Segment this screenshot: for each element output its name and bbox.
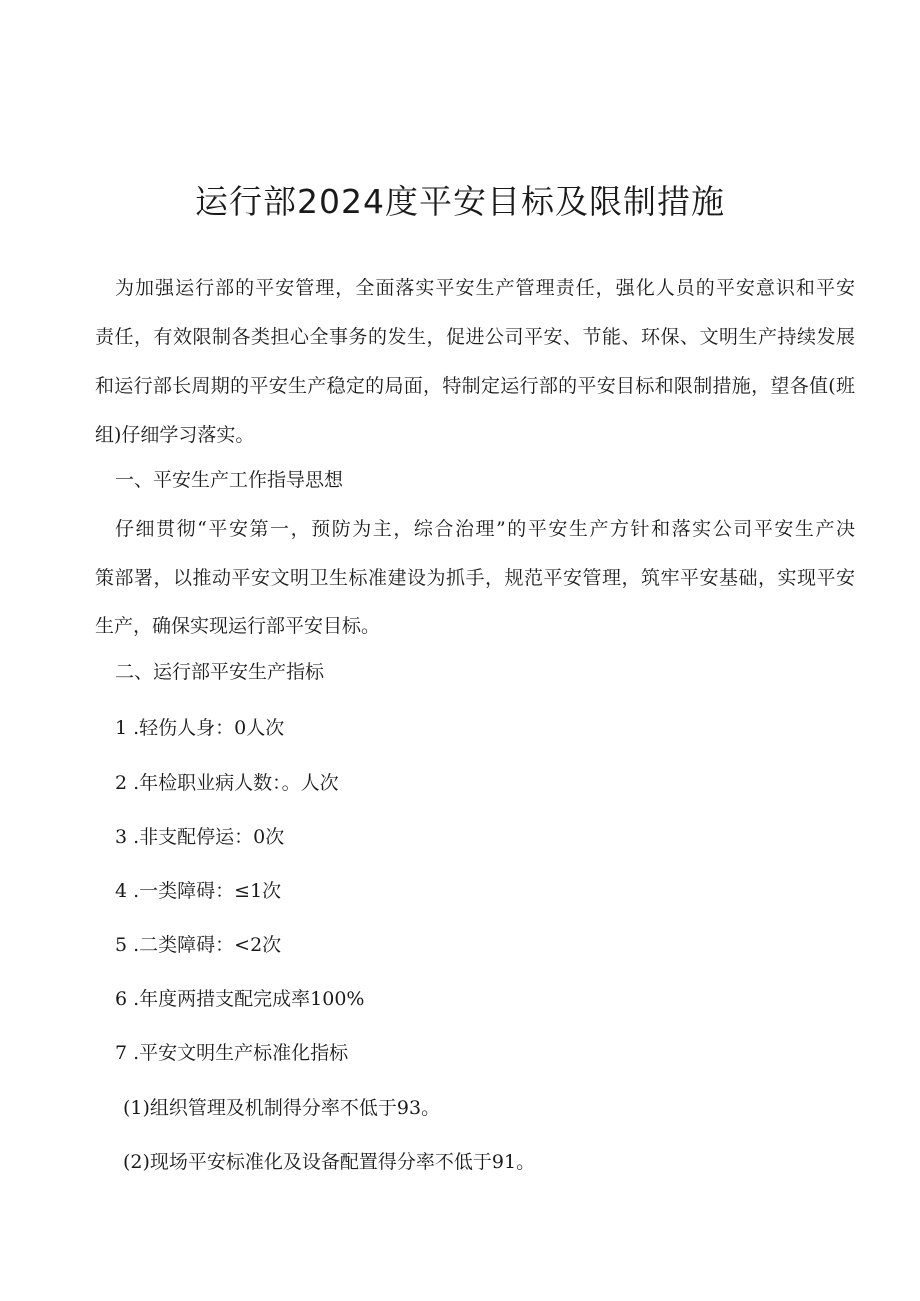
section1-line: 仔细贯彻“平安第一，预防为主，综合治理”的平安生产方针和落实公司平安生产决	[115, 518, 855, 540]
indicator-item: 5 .二类障碍：<2次	[115, 934, 282, 956]
indicator-subitem: (1)组织管理及机制得分率不低于93。	[123, 1097, 441, 1119]
indicator-item: 3 .非支配停运：0次	[115, 826, 285, 848]
section1-line: 生产，确保实现运行部平安目标。	[95, 615, 381, 637]
section1-heading: 一、平安生产工作指导思想	[115, 469, 344, 491]
section1-line: 策部署，以推动平安文明卫生标准建设为抓手，规范平安管理，筑牢平安基础，实现平安	[95, 567, 855, 589]
intro-line: 组)仔细学习落实。	[95, 424, 255, 446]
indicator-item: 1 .轻伤人身：0人次	[115, 717, 285, 739]
indicator-item: 2 .年检职业病人数：。人次	[115, 772, 339, 794]
intro-line: 为加强运行部的平安管理，全面落实平安生产管理责任，强化人员的平安意识和平安	[115, 277, 855, 299]
indicator-item: 4 .一类障碍：≤1次	[115, 880, 282, 902]
indicator-item: 6 .年度两措支配完成率100%	[115, 988, 365, 1010]
section2-heading: 二、运行部平安生产指标	[115, 661, 325, 683]
indicator-item: 7 .平安文明生产标准化指标	[115, 1042, 349, 1064]
document-title: 运行部2024度平安目标及限制措施	[195, 182, 725, 221]
intro-line: 责任，有效限制各类担心全事务的发生，促进公司平安、节能、环保、文明生产持续发展	[95, 326, 855, 348]
intro-line: 和运行部长周期的平安生产稳定的局面，特制定运行部的平安目标和限制措施，望各值(班	[95, 375, 855, 397]
indicator-subitem: (2)现场平安标准化及设备配置得分率不低于91。	[123, 1151, 536, 1173]
